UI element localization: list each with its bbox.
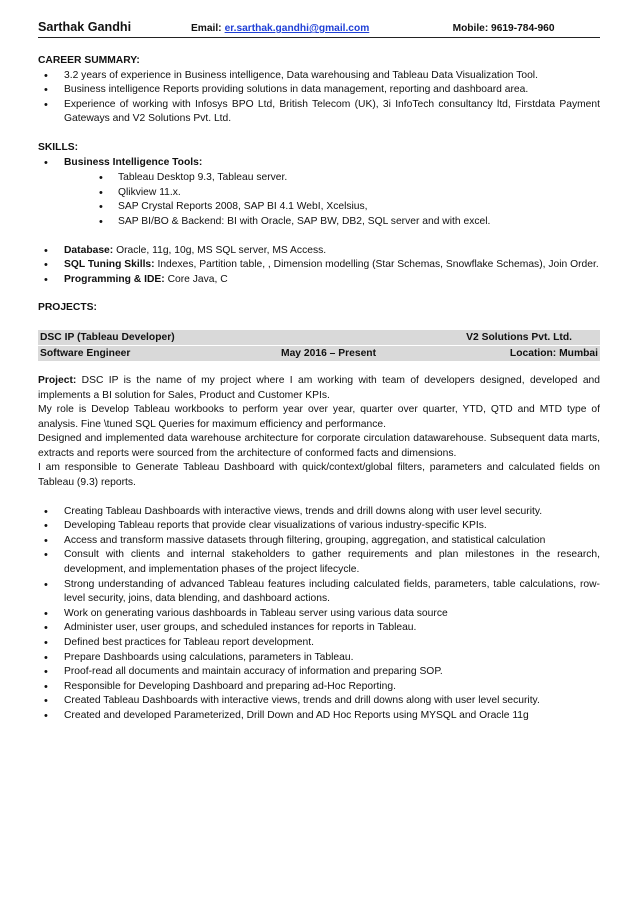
project-description bbox=[38, 374, 600, 403]
list-item: • Qlikview 11.x. bbox=[38, 186, 600, 201]
skills-list-2 bbox=[38, 244, 600, 288]
project-dates: May 2016 – Present bbox=[281, 347, 377, 359]
project-paragraph: I am responsible to Generate Tableau Dashboard with quick/context/global filters, parameters and calculated fields on Tableau (9.3) reports. bbox=[38, 462, 600, 489]
database-text: Oracle, 11g, 10g, MS SQL server, MS Access. bbox=[113, 244, 327, 256]
resume-header bbox=[38, 20, 600, 38]
database-item bbox=[38, 244, 600, 259]
list-item: • Prepare Dashboards using calculations, parameters in Tableau. bbox=[38, 651, 600, 666]
list-item: • Created Tableau Dashboards with interactive views, trends and drill downs along with user level security. bbox=[38, 694, 600, 709]
project-header-table bbox=[38, 330, 600, 361]
list-item: • Tableau Desktop 9.3, Tableau server. bbox=[38, 171, 600, 186]
list-item: • SAP BI/BO & Backend: BI with Oracle, SAP BW, DB2, SQL server and with excel. bbox=[38, 215, 600, 230]
email-link[interactable]: er.sarthak.gandhi@gmail.com bbox=[224, 23, 370, 34]
skills-list bbox=[38, 156, 600, 230]
project-bullets bbox=[38, 505, 600, 724]
project-paragraph: My role is Develop Tableau workbooks to perform year over year, quarter over quarter, YTD, QTD and MTD type of analysis. Fine \tuned SQL Queries for maximum efficiency and performance. bbox=[38, 404, 600, 430]
list-item: • Responsible for Developing Dashboard and preparing ad-Hoc Reporting. bbox=[38, 680, 600, 695]
list-item: • Consult with clients and internal stakeholders to gather requirements and plan milestones in the research, development, and implementation phases of the project lifecycle. bbox=[38, 548, 600, 577]
bi-tools-item bbox=[38, 156, 600, 230]
mobile-number: Mobile: 9619-784-960 bbox=[452, 23, 555, 34]
list-item: • Developing Tableau reports that provide clear visualizations of various industry-specific KPIs. bbox=[38, 519, 600, 534]
bi-tools-label: Business Intelligence Tools: bbox=[64, 156, 203, 168]
list-item: • Access and transform massive datasets through filtering, grouping, aggregation, and statistical calculation bbox=[38, 534, 600, 549]
list-item: • Administer user, user groups, and scheduled instances for reports in Tableau. bbox=[38, 621, 600, 636]
list-item: • Business intelligence Reports providing solutions in data management, reporting and dashboard area. bbox=[38, 83, 600, 98]
sql-tuning-text: Indexes, Partition table, , Dimension modelling (Star Schemas, Snowflake Schemas), Join Order. bbox=[154, 259, 599, 271]
database-label: Database: bbox=[64, 244, 114, 256]
sql-tuning-label: SQL Tuning Skills: bbox=[64, 259, 155, 271]
list-item: • Experience of working with Infosys BPO Ltd, British Telecom (UK), 3i InfoTech consultancy ltd, Firstdata Payment Gateways and V2 Solutions Pvt. Ltd. bbox=[38, 98, 600, 127]
company-name: V2 Solutions Pvt. Ltd. bbox=[466, 331, 572, 343]
project-role-row bbox=[38, 345, 600, 361]
list-item: • SAP Crystal Reports 2008, SAP BI 4.1 WebI, Xcelsius, bbox=[38, 200, 600, 215]
project-text: DSC IP is the name of my project where I am working with team of developers designed, developed and implements a BI solution for Sales, Product and Customer KPIs. bbox=[38, 374, 600, 401]
programming-text: Core Java, C bbox=[164, 273, 228, 285]
bi-tools-sublist bbox=[38, 171, 600, 229]
list-item: • Strong understanding of advanced Tableau features including calculated fields, parameters, table calculations, row-level security, joins, data blending, and dashboard actions. bbox=[38, 578, 600, 607]
candidate-name: Sarthak Gandhi bbox=[38, 20, 132, 34]
resume-page bbox=[38, 20, 600, 724]
project-name: DSC IP (Tableau Developer) bbox=[40, 331, 175, 343]
email-label: Email: bbox=[191, 23, 222, 34]
project-location: Location: Mumbai bbox=[509, 347, 598, 359]
list-item: • Work on generating various dashboards in Tableau server using various data source bbox=[38, 607, 600, 622]
project-title-row bbox=[38, 330, 600, 345]
programming-label: Programming & IDE: bbox=[64, 273, 165, 285]
list-item: • Creating Tableau Dashboards with interactive views, trends and drill downs along with user level security. bbox=[38, 505, 600, 520]
skills-heading: SKILLS: bbox=[38, 141, 79, 153]
projects-heading: PROJECTS: bbox=[38, 302, 97, 314]
list-item: • Created and developed Parameterized, Drill Down and AD Hoc Reports using MYSQL and Oracle 11g bbox=[38, 709, 600, 724]
sql-tuning-item bbox=[38, 258, 600, 273]
project-paragraph: Designed and implemented data warehouse architecture for corporate circulation datawarehouse. Subsequent data marts, extracts and reports were sourced from the architecture of conformed facts and dimensions. bbox=[38, 433, 600, 459]
list-item: • 3.2 years of experience in Business intelligence, Data warehousing and Tableau Data Visualization Tool. bbox=[38, 69, 600, 84]
list-item: • Defined best practices for Tableau report development. bbox=[38, 636, 600, 651]
programming-item bbox=[38, 273, 600, 288]
career-summary-heading: CAREER SUMMARY: bbox=[38, 55, 140, 66]
role-title: Software Engineer bbox=[40, 347, 131, 359]
career-summary-list bbox=[38, 69, 600, 127]
project-label: Project: bbox=[38, 374, 77, 386]
list-item: • Proof-read all documents and maintain accuracy of information and preparing SOP. bbox=[38, 665, 600, 680]
